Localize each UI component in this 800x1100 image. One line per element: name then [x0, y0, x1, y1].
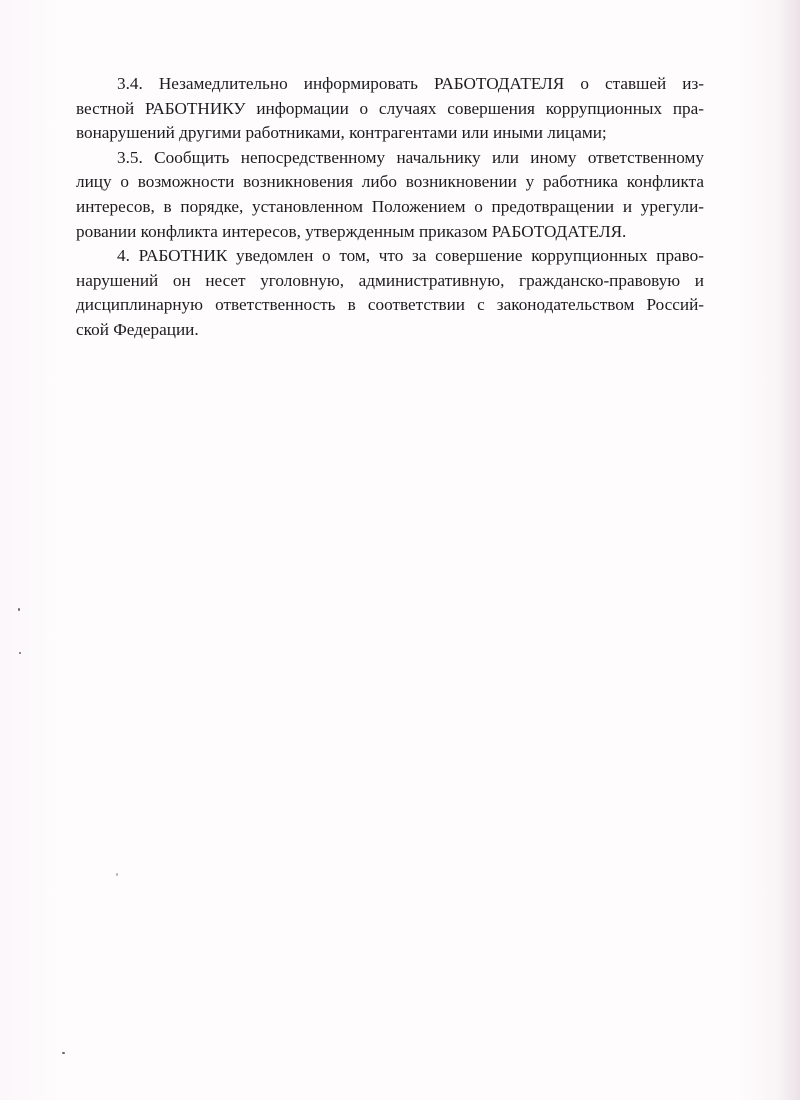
paragraph-line: лицу о возможности возникновения либо возникновении у работника конфликта: [76, 172, 704, 192]
paragraph-3-5: [76, 146, 704, 244]
document-body: [76, 72, 704, 343]
paragraph-line: 3.5. Сообщить непосредственному начальнику или иному ответственному: [117, 147, 704, 167]
paragraph-line: 4. РАБОТНИК уведомлен о том, что за совершение коррупционных право-: [117, 246, 704, 266]
paragraph-line: вонарушений другими работниками, контрагентами или иными лицами;: [76, 123, 607, 143]
paragraph-line: ской Федерации.: [76, 319, 199, 339]
scan-speck: [19, 652, 21, 654]
paragraph-line: 3.4. Незамедлительно информировать РАБОТОДАТЕЛЯ о ставшей из-: [117, 74, 704, 93]
scan-speck: [18, 608, 20, 611]
paragraph-line: ровании конфликта интересов, утвержденным приказом РАБОТОДАТЕЛЯ.: [76, 221, 627, 241]
paragraph-3-4: [76, 72, 704, 146]
paragraph-line: дисциплинарную ответственность в соответствии с законодательством Россий-: [76, 295, 704, 315]
paragraph-line: нарушений он несет уголовную, административную, гражданско-правовую и: [76, 270, 704, 290]
paragraph-line: интересов, в порядке, установленном Положением о предотвращении и урегули-: [76, 196, 704, 216]
scan-speck: [116, 873, 118, 876]
page-edge-shadow: [778, 0, 800, 1100]
scan-speck: [62, 1052, 65, 1054]
paragraph-4: [76, 244, 704, 342]
paragraph-line: вестной РАБОТНИКУ информации о случаях совершения коррупционных пра-: [76, 98, 704, 118]
